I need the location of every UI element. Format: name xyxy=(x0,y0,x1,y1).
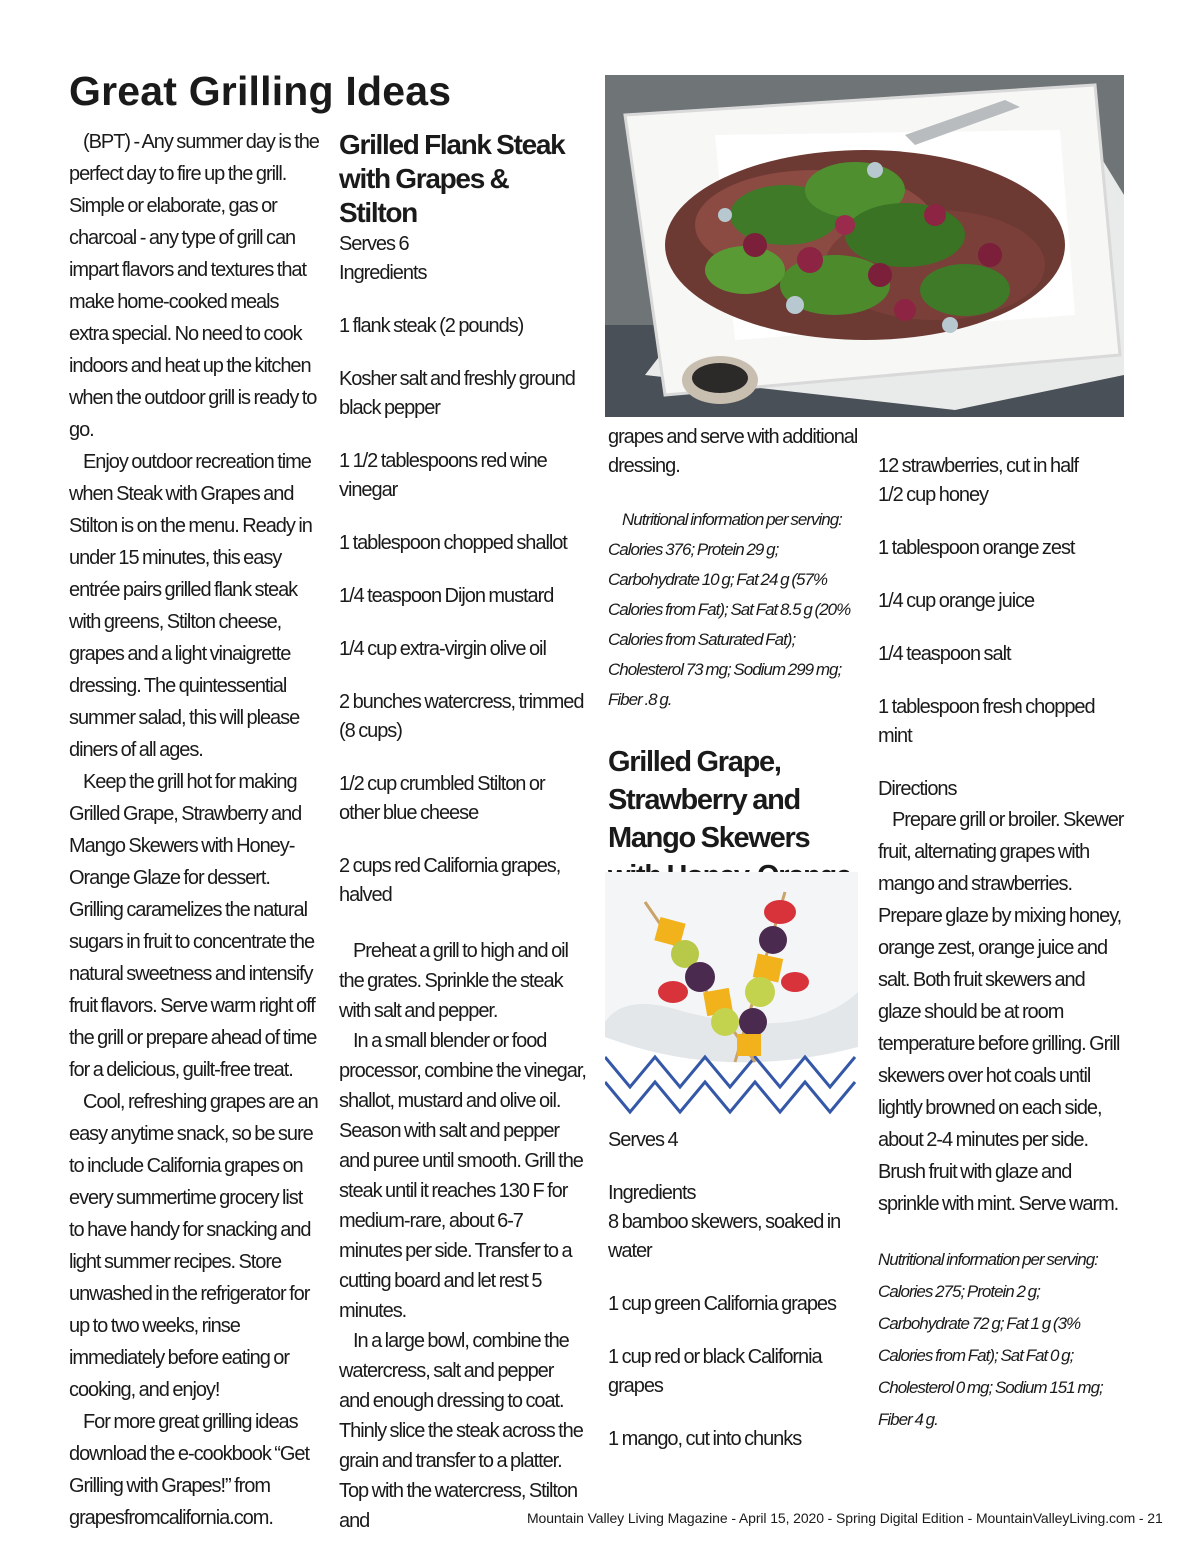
recipe1-column xyxy=(339,128,586,1536)
recipe2-directions-label: Directions xyxy=(878,778,957,800)
ingredient-item: 1 cup green California grapes xyxy=(608,1293,836,1315)
recipe1-direction: In a small blender or food processor, combine the vinegar, shallot, mustard and olive oil. Season with salt and pepper and puree until smooth. Grill the steak until it reaches 130 F for medium-rare, about 6-7 minutes per side. Transfer to a cutting board and let rest 5 minutes. xyxy=(339,1030,586,1322)
recipe2-ingredients-column xyxy=(608,1126,858,1454)
column-four xyxy=(878,452,1128,1436)
ingredient-item: 1 tablespoon fresh chopped mint xyxy=(878,696,1095,747)
column-three xyxy=(608,423,858,933)
intro-paragraph: Enjoy outdoor recreation time when Steak with Grapes and Stilton is on the menu. Ready in under 15 minutes, this easy entrée pairs grilled flank steak with greens, Stilton cheese, grapes and a light vinaigrette dressing. The quintessential summer salad, this will please diners of all ages. xyxy=(69,451,312,761)
ingredient-item: Kosher salt and freshly ground black pepper xyxy=(339,368,575,419)
ingredient-item: 1/4 teaspoon salt xyxy=(878,643,1011,665)
recipe1-ingredients-label: Ingredients xyxy=(339,262,427,284)
ingredient-item: 1 tablespoon chopped shallot xyxy=(339,532,567,554)
page-title: Great Grilling Ideas xyxy=(69,68,452,114)
recipe1-serves: Serves 6 xyxy=(339,233,409,255)
intro-paragraph: For more great grilling ideas download the e-cookbook “Get Grilling with Grapes!” from grapesfromcalifornia.com. xyxy=(69,1411,309,1529)
recipe2-title: Grilled Grape, Strawberry and Mango Skewers xyxy=(608,746,810,854)
recipe2-serves: Serves 4 xyxy=(608,1129,678,1151)
recipe2-nutrition: Nutritional information per serving: Calories 275; Protein 2 g; Carbohydrate 72 g; Fat 1 g (3% Calories from Fat); Sat Fat 0 g; Cholesterol 0 mg; Sodium 151 mg; Fiber 4 g. xyxy=(878,1250,1103,1429)
ingredient-item: 1/4 cup extra-virgin olive oil xyxy=(339,638,546,660)
intro-column xyxy=(69,126,319,1534)
ingredient-item: 1 tablespoon orange zest xyxy=(878,537,1075,559)
page-footer: Mountain Valley Living Magazine - April 15, 2020 - Spring Digital Edition - MountainValleyLiving.com - 21 xyxy=(527,1510,1163,1526)
recipe1-title: Grilled Flank Steak with Grapes & Stilton xyxy=(339,129,565,228)
ingredient-item: 2 cups red California grapes, halved xyxy=(339,855,561,906)
ingredient-item: 1 mango, cut into chunks xyxy=(608,1428,802,1450)
ingredient-item: 1/4 cup orange juice xyxy=(878,590,1035,612)
intro-paragraph: Keep the grill hot for making Grilled Grape, Strawberry and Mango Skewers with Honey-Orange Glaze for dessert. Grilling caramelizes the natural sugars in fruit to concentrate the natural sweetness and intensify fruit flavors. Serve warm right off the grill or prepare ahead of time for a delicious, guilt-free treat. xyxy=(69,771,317,1081)
recipe1-nutrition: Nutritional information per serving: Calories 376; Protein 29 g; Carbohydrate 10 g; Fat 24 g (57% Calories from Fat); Sat Fat 8.5 g (20% Calories from Saturated Fat); Cholesterol 73 mg; Sodium 299 mg; Fiber .8 g. xyxy=(608,510,851,709)
fruit-skewers-photo xyxy=(605,872,858,1122)
intro-paragraph: (BPT) - Any summer day is the perfect day to fire up the grill. Simple or elaborate, gas or charcoal - any type of grill can impart flavors and textures that make home-cooked meals extra special. No need to cook indoors and heat up the kitchen when the outdoor grill is ready to go. xyxy=(69,131,319,441)
recipe2-ingredients-label: Ingredients xyxy=(608,1182,696,1204)
ingredient-item: 1/2 cup crumbled Stilton or other blue cheese xyxy=(339,773,545,824)
recipe2-directions: Prepare grill or broiler. Skewer fruit, alternating grapes with mango and strawberries. Prepare glaze by mixing honey, orange zest, orange juice and salt. Both fruit skewers and glaze should be at room temperature before grilling. Grill skewers over hot coals until lightly browned on each side, about 2-4 minutes per side. Brush fruit with glaze and sprinkle with mint. Serve warm. xyxy=(878,809,1124,1215)
ingredient-item: 8 bamboo skewers, soaked in water xyxy=(608,1211,841,1262)
ingredient-item: 1 1/2 tablespoons red wine vinegar xyxy=(339,450,547,501)
ingredient-item: 2 bunches watercress, trimmed (8 cups) xyxy=(339,691,584,742)
ingredient-item: 1/2 cup honey xyxy=(878,484,989,506)
recipe1-direction: In a large bowl, combine the watercress, salt and pepper and enough dressing to coat. Thinly slice the steak across the grain and transfer to a platter. Top with the watercress, Stilton and xyxy=(339,1330,583,1532)
recipe1-direction-continued: grapes and serve with additional dressing. xyxy=(608,426,858,477)
intro-paragraph: Cool, refreshing grapes are an easy anytime snack, so be sure to include California grapes on every summertime grocery list to have handy for snacking and light summer recipes. Store unwashed in the refrigerator for up to two weeks, rinse immediately before eating or cooking, and enjoy! xyxy=(69,1091,318,1401)
ingredient-item: 1/4 teaspoon Dijon mustard xyxy=(339,585,554,607)
ingredient-item: 12 strawberries, cut in half xyxy=(878,455,1079,477)
ingredient-item: 1 cup red or black California grapes xyxy=(608,1346,822,1397)
steak-salad-photo xyxy=(605,75,1124,417)
recipe1-direction: Preheat a grill to high and oil the grates. Sprinkle the steak with salt and pepper. xyxy=(339,940,568,1022)
ingredient-item: 1 flank steak (2 pounds) xyxy=(339,315,524,337)
